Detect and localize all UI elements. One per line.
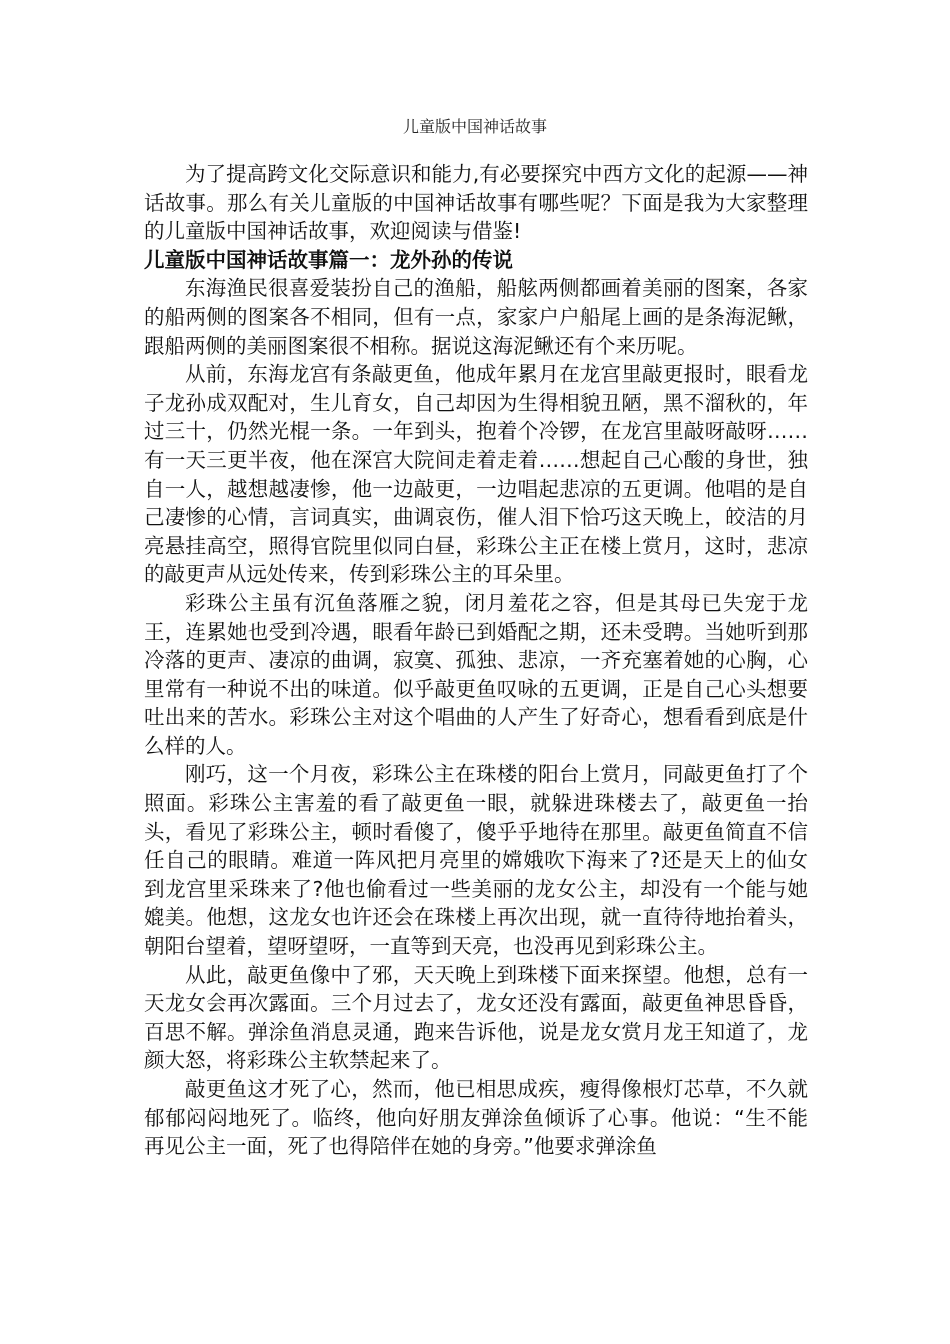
document-title: 儿童版中国神话故事 (402, 117, 547, 136)
section-heading: 儿童版中国神话故事篇一：龙外孙的传说 (144, 247, 513, 272)
story-paragraph: 东海渔民很喜爱装扮自己的渔船，船舷两侧都画着美丽的图案，各家的船两侧的图案各不相同，但有一点，家家户户船尾上画的是条海泥鳅，跟船两侧的美丽图案很不相称。据说这海泥鳅还有个来历呢。 (144, 276, 808, 358)
story-paragraph: 从前，东海龙宫有条敲更鱼，他成年累月在龙宫里敲更报时，眼看龙子龙孙成双配对，生儿育女，自己却因为生得相貌丑陋，黑不溜秋的，年过三十，仍然光棍一条。一年到头，抱着个冷锣，在龙宫里敲呀敲呀……有一天三更半夜，他在深宫大院间走着走着……想起自己心酸的身世，独自一人，越想越凄惨，他一边敲更，一边唱起悲凉的五更调。他唱的是自己凄惨的心情，言词真实，曲调哀伤，催人泪下恰巧这天晚上，皎洁的月亮悬挂高空，照得官院里似同白昼，彩珠公主正在楼上赏月，这时，悲凉的敲更声从远处传来，传到彩珠公主的耳朵里。 (144, 362, 808, 587)
intro-paragraph: 为了提高跨文化交际意识和能力,有必要探究中西方文化的起源——神话故事。那么有关儿童版的中国神话故事有哪些呢？下面是我为大家整理的儿童版中国神话故事，欢迎阅读与借鉴! (144, 162, 808, 244)
document-body (144, 160, 808, 1161)
story-paragraph: 彩珠公主虽有沉鱼落雁之貌，闭月羞花之容，但是其母已失宠于龙王，连累她也受到冷遇，眼看年龄已到婚配之期，还未受聘。当她听到那冷落的更声、凄凉的曲调，寂寞、孤独、悲凉，一齐充塞着她的心胸，心里常有一种说不出的味道。似乎敲更鱼叹咏的五更调，正是自己心头想要吐出来的苦水。彩珠公主对这个唱曲的人产生了好奇心，想看看到底是什么样的人。 (144, 590, 808, 758)
story-paragraph: 刚巧，这一个月夜，彩珠公主在珠楼的阳台上赏月，同敲更鱼打了个照面。彩珠公主害羞的看了敲更鱼一眼，就躲进珠楼去了，敲更鱼一抬头，看见了彩珠公主，顿时看傻了，傻乎乎地待在那里。敲更鱼简直不信任自己的眼睛。难道一阵风把月亮里的嫦娥吹下海来了?还是天上的仙女到龙宫里采珠来了?他也偷看过一些美丽的龙女公主，却没有一个能与她媲美。他想，这龙女也许还会在珠楼上再次出现，就一直待待地抬着头，朝阳台望着，望呀望呀，一直等到天亮，也没再见到彩珠公主。 (144, 762, 808, 959)
story-paragraph: 敲更鱼这才死了心，然而，他已相思成疾，瘦得像根灯芯草，不久就郁郁闷闷地死了。临终，他向好朋友弹涂鱼倾诉了心事。他说：“生不能再见公主一面，死了也得陪伴在她的身旁。”他要求弹涂鱼 (144, 1077, 808, 1159)
story-paragraph: 从此，敲更鱼像中了邪，天天晚上到珠楼下面来探望。他想，总有一天龙女会再次露面。三个月过去了，龙女还没有露面，敲更鱼神思昏昏，百思不解。弹涂鱼消息灵通，跑来告诉他，说是龙女赏月龙王知道了，龙颜大怒，将彩珠公主软禁起来了。 (144, 962, 808, 1073)
